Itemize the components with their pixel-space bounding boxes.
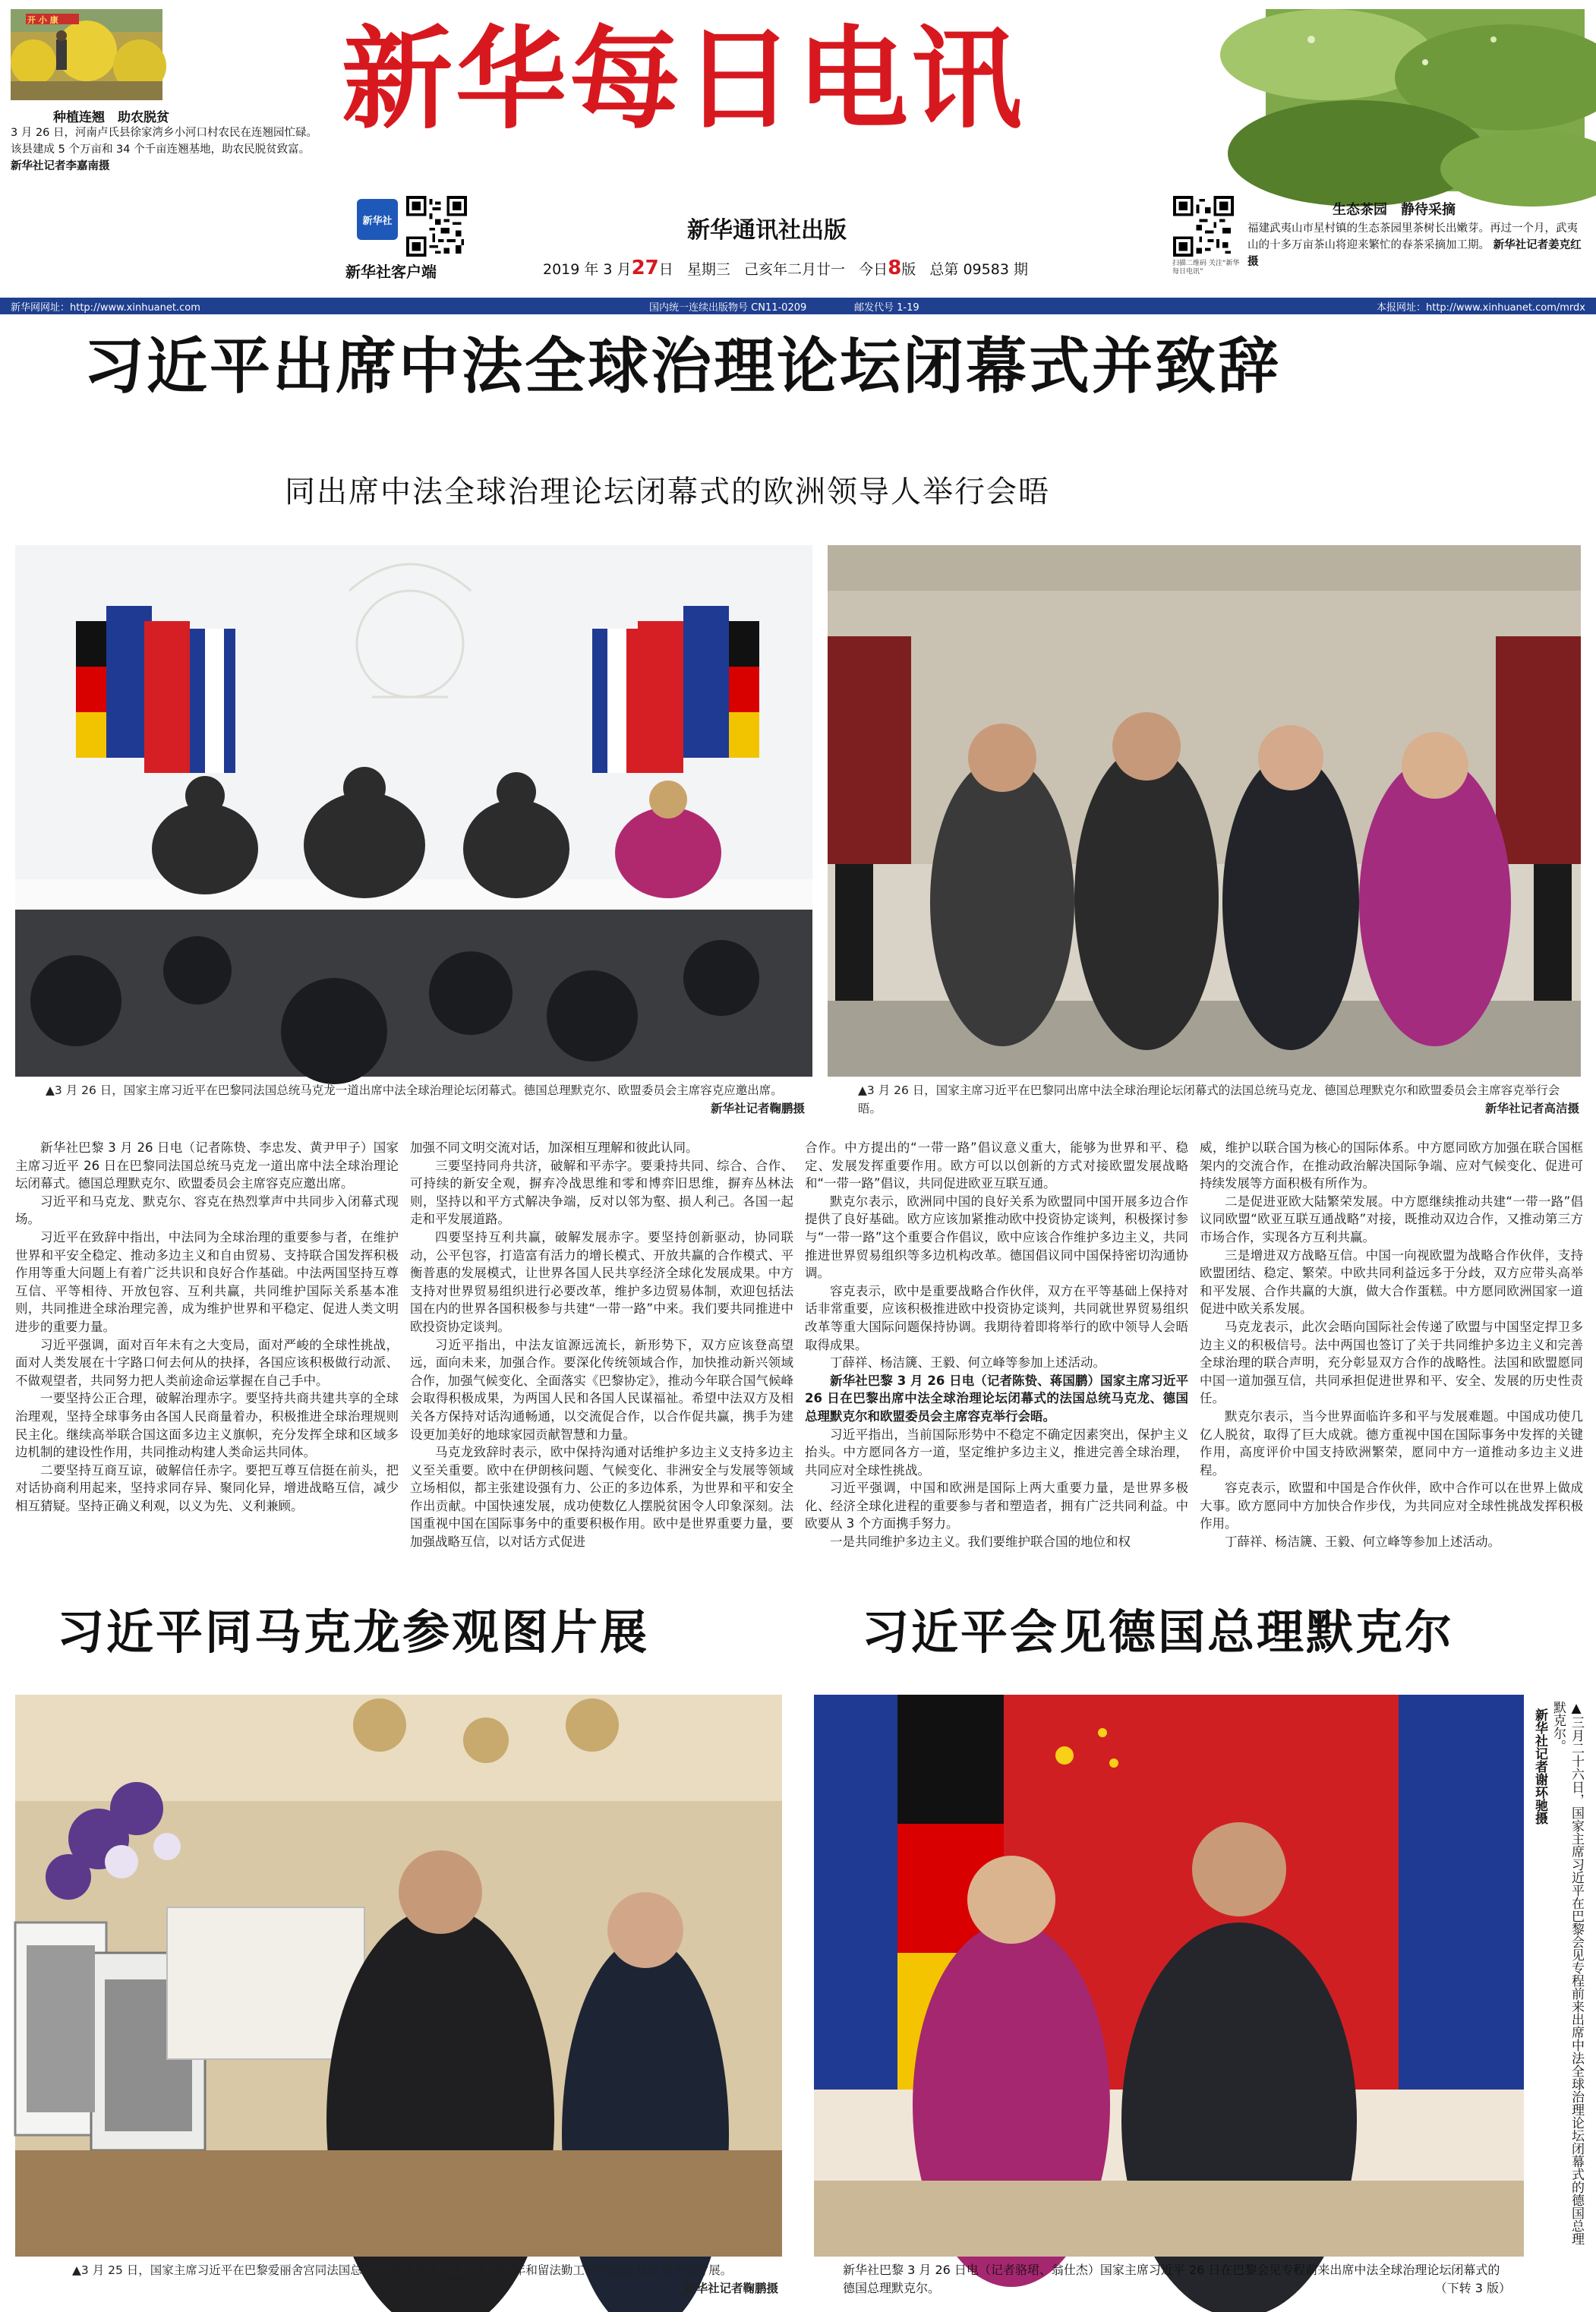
lead-col1-para: 习近平强调，面对百年未有之大变局，面对严峻的全球性挑战，面对人类发展在十字路口何去何从的抉择，各国应该积极做行动派、不做观望者，共同努力把人类前途命运掌握在自己手中。 [15, 1337, 399, 1388]
top-right-credit: 新华社记者姜克红摄 [1247, 239, 1582, 268]
lead-column-3 [805, 1139, 1188, 1550]
lead-col3-para: 一是共同维护多边主义。我们要维护联合国的地位和权 [830, 1534, 1131, 1550]
date: 2019 年 3 月 [543, 261, 632, 278]
publisher: 新华通讯社出版 [687, 217, 847, 244]
top-left-caption-text: 3 月 26 日，河南卢氏县徐家湾乡小河口村农民在连翘园忙碌。该县建成 5 个万亩和 34 个千亩连翘基地，助农民脱贫致富。 [11, 127, 318, 156]
lead-col3-para: 习近平指出，当前国际形势中不稳定不确定因素突出，保护主义抬头。中方愿同各方一道，坚定维护多边主义，推进完善全球治理，共同应对全球性挑战。 [805, 1427, 1188, 1478]
lead-col2-para: 四要坚持互利共赢，破解发展赤字。要坚持创新驱动，协同联动，公平包容，打造富有活力的增长模式、开放共赢的合作模式、平衡普惠的发展模式，让世界各国人民共享经济全球化发展成果。中方支持对世界贸易组织进行必要改革，维护多边贸易体制，欢迎包括法国在内的世界各国积极参与共建“一带一路”中来。我们要共同推进中欧投资协定谈判。 [410, 1229, 793, 1334]
lead-col3-para: 容克表示，欧中是重要战略合作伙伴，双方在平等基础上保持对话非常重要，应该积极推进欧中投资协定谈判，共同就世界贸易组织改革等重大国际问题保持协调。我期待着即将举行的欧中领导人会晤取得成果。 [805, 1283, 1188, 1352]
story3-headline: 习近平会见德国总理默克尔 [862, 1604, 1455, 1660]
weekday: 星期三 [686, 261, 730, 278]
lead-col1-para: 新华社巴黎 3 月 26 日电（记者陈贽、李忠发、黄尹甲子）国家主席习近平 26 日在巴黎同法国总统马克龙一道出席中法全球治理论坛闭幕式。德国总理默克尔、欧盟委员会主席容克应邀出席。 [15, 1140, 399, 1191]
lead-photo2-caption-text: ▲3 月 26 日，国家主席习近平在巴黎同出席中法全球治理论坛闭幕式的法国总统马克龙、德国总理默克尔和欧盟委员会主席容克举行会晤。 [858, 1083, 1560, 1115]
lead-photo2-caption [858, 1081, 1579, 1118]
lead-col4-para: 默克尔表示，当今世界面临许多和平与发展难题。中国成功使几亿人脱贫，取得了巨大成就。德方重视中国在国际事务中发挥的关键作用，高度评价中国支持欧洲繁荣，愿同中方一道推动多边主义进程。 [1200, 1408, 1583, 1478]
top-right-caption-text: 福建武夷山市星村镇的生态茶园里茶树长出嫩芽。再过一个月，武夷山的十多万亩茶山将迎来繁忙的春茶采摘加工期。 [1247, 222, 1578, 251]
lead-col2-para: 习近平指出，中法友谊源远流长，新形势下，双方应该登高望远，面向未来，加强合作。要深化传统领域合作，加快推动新兴领域合作，加强气候变化、全面落实《巴黎协定》，推动今年联合国气候峰会取得积极成果，为两国人民和各国人民谋福祉。希望中法双方及相关各方保持对话沟通畅通，以交流促合作，以合作促共赢，携手为建设更加美好的地球家园贡献智慧和力量。 [410, 1337, 793, 1442]
story3-vertical-credit: 新华社记者谢环驰摄 [1532, 1708, 1547, 1825]
lead-col1-para: 一要坚持公正合理，破解治理赤字。要坚持共商共建共享的全球治理观，坚持全球事务由各国人民商量着办，积极推进全球治理规则民主化。继续高举联合国这面多边主义旗帜，充分发挥全球和区域多边机制的建设性作用，共同推动构建人类命运共同体。 [15, 1391, 399, 1460]
lunar-date: 己亥年二月廿一 [744, 261, 846, 278]
lead-photo2-credit: 新华社记者高洁摄 [1484, 1102, 1579, 1115]
lead-column-1 [15, 1139, 399, 1541]
lead-photo1-caption [46, 1081, 805, 1118]
top-right-photo [1266, 9, 1585, 191]
client-qr-code [406, 196, 467, 257]
story2-caption-text: ▲3 月 25 日，国家主席习近平在巴黎爱丽舍宫同法国总统马克龙参观中法建交 55 周年和留法勤工俭学运动 100 周年图片展。 [72, 2263, 733, 2277]
top-right-caption [1247, 220, 1585, 270]
top-right-title: 生态茶园 静待采摘 [1333, 202, 1456, 218]
lead-col3-para: 新华社巴黎 3 月 26 日电（记者陈贽、蒋国鹏）国家主席习近平 26 日在巴黎出席中法全球治理论坛闭幕式的法国总统马克龙、德国总理默克尔和欧盟委员会主席容克举行会晤。 [805, 1373, 1188, 1424]
paper-qr-note: 扫描二维码 关注“新华每日电讯” [1172, 260, 1240, 276]
story2-photo [15, 1695, 782, 2257]
lead-photo1-caption-text: ▲3 月 26 日，国家主席习近平在巴黎同法国总统马克龙一道出席中法全球治理论坛闭幕式。德国总理默克尔、欧盟委员会主席容克应邀出席。 [46, 1083, 783, 1097]
top-left-title: 种植连翘 助农脱贫 [53, 110, 169, 125]
story2-caption [72, 2261, 778, 2298]
lead-col3-para: 默克尔表示，欧洲同中国的良好关系为欧盟同中国开展多边合作提供了良好基础。欧方应该加紧推动欧中投资协定谈判，积极探讨参与“一带一路”这个重要合作倡议，欧中应该合作维护多边主义，共同推进世界贸易组织等多边机构改革。德国倡议同中国保持密切沟通协调。 [805, 1194, 1188, 1281]
lead-col3-para: 习近平强调，中国和欧洲是国际上两大重要力量，是世界多极化、经济全球化进程的重要参与者和塑造者，拥有广泛共同利益。中欧要从 3 个方面携手努力。 [805, 1481, 1188, 1531]
xinhua-logo-text: 新华社 [362, 216, 393, 227]
lead-col4-para: 二是促进亚欧大陆繁荣发展。中方愿继续推动共建“一带一路”倡议同欧盟“欧亚互联互通战略”对接，既推动双边合作，又推动第三方市场合作，实现各方互利共赢。 [1200, 1194, 1583, 1244]
top-left-banner-text: 开 小 康 [27, 15, 58, 25]
top-left-photo [11, 9, 162, 100]
lead-photo1-credit: 新华社记者鞠鹏摄 [710, 1102, 805, 1115]
lead-col4-para: 马克龙表示，此次会晤向国际社会传递了欧盟与中国坚定捍卫多边主义的积极信号。法中两国也签订了关于共同维护多边主义和完善全球治理的联合声明，充分彰显双方合作的战略性。法国和欧盟愿同中国一道加强互信，共同承担促进世界和平、安全、发展的历史性责任。 [1200, 1319, 1583, 1406]
lead-col1-para: 二要坚持互商互谅，破解信任赤字。要把互尊互信挺在前头，把对话协商利用起来，坚持求同存异、聚同化异，增进战略互信，减少相互猜疑。坚持正确义利观，以义为先、义利兼顾。 [15, 1462, 399, 1513]
story3-vertical-caption [1531, 1701, 1585, 2255]
lead-column-2 [410, 1139, 793, 1550]
lead-col4-para: 威，维护以联合国为核心的国际体系。中方愿同欧方加强在联合国框架内的交流合作，在推动政治解决国际争端、应对气候变化、促进可持续发展等方面积极有所作为。 [1200, 1140, 1583, 1191]
lead-col3-para: 丁薛祥、杨洁篪、王毅、何立峰等参加上述活动。 [830, 1355, 1106, 1370]
story3-continued[interactable]: （下转 3 版） [1434, 2281, 1511, 2295]
lead-col4-para: 容克表示，欧盟和中国是合作伙伴，欧中合作可以在世界上做成大事。欧方愿同中方加快合作步伐，为共同应对全球性挑战发挥积极作用。 [1200, 1481, 1583, 1531]
info-bar-right: 本报网址：http://www.xinhuanet.com/mrdx [1377, 302, 1585, 314]
lead-headline: 习近平出席中法全球治理论坛闭幕式并致辞 [84, 330, 1281, 402]
lead-photo-group [828, 545, 1581, 1077]
pages-count: 8 [888, 257, 902, 279]
pages-label: 今日 [859, 261, 888, 278]
top-left-credit: 新华社记者李嘉南摄 [11, 160, 110, 172]
info-bar-center-1: 国内统一连续出版物号 CN11-0209 [649, 302, 807, 314]
lead-col1-para: 习近平在致辞中指出，中法同为全球治理的重要参与者，在维护世界和平安全稳定、推动多边主义和自由贸易、支持联合国发挥积极作用等重大问题上有着广泛共识和良好合作基础。中法两国坚持互尊互信、平等相待、开放包容、互利共赢，共同维护国际关系基本准则，共同推进全球治理完善，成为维护世界和平稳定、促进人类文明进步的重要力量。 [15, 1229, 399, 1334]
lead-col3-para: 合作。中方提出的“一带一路”倡议意义重大，能够为世界和平、稳定、发展发挥重要作用。欧方可以以创新的方式对接欧盟发展战略和“一带一路”倡议，共同促进欧亚互联互通。 [805, 1140, 1188, 1191]
client-label: 新华社客户端 [345, 263, 437, 281]
lead-col4-para: 三是增进双方战略互信。中国一向视欧盟为战略合作伙伴，支持欧盟团结、稳定、繁荣。中欧共同利益远多于分歧，双方应带头高举和平发展、合作共赢的大旗，做大合作蛋糕。中方愿同欧洲国家一道促进中欧关系发展。 [1200, 1247, 1583, 1317]
story2-credit: 新华社记者鞠鹏摄 [683, 2282, 778, 2295]
info-bar-left: 新华网网址：http://www.xinhuanet.com [11, 302, 200, 314]
story3-body [843, 2261, 1511, 2298]
issue-number: 总第 09583 期 [929, 261, 1028, 278]
info-bar-center-2: 邮发代号 1-19 [854, 302, 919, 314]
top-left-caption [11, 125, 318, 175]
masthead-title: 新华每日电讯 [342, 14, 1025, 144]
lead-col4-para: 丁薛祥、杨洁篪、王毅、何立峰等参加上述活动。 [1225, 1534, 1500, 1550]
story3-vertical-caption-text: ▲三月二十六日，国家主席习近平在巴黎会见专程前来出席中法全球治理论坛闭幕式的德国总理默克尔。 [1550, 1701, 1584, 2245]
story3-photo [814, 1695, 1524, 2257]
lead-col2-para: 加强不同文明交流对话，加深相互理解和彼此认同。 [410, 1140, 699, 1155]
lead-photo-forum [15, 545, 812, 1077]
date-line [543, 257, 1028, 279]
lead-subhead: 同出席中法全球治理论坛闭幕式的欧洲领导人举行会晤 [285, 475, 1050, 509]
xinhua-client-logo [357, 199, 398, 240]
date-day: 27 [631, 257, 659, 279]
lead-column-4 [1200, 1139, 1583, 1550]
pages-suffix: 版 [901, 261, 916, 278]
info-bar [0, 298, 1596, 314]
story3-body-text: 新华社巴黎 3 月 26 日电（记者骆珺、翁仕杰）国家主席习近平 26 日在巴黎会见专程前来出席中法全球治理论坛闭幕式的德国总理默克尔。 [843, 2263, 1500, 2295]
story2-headline: 习近平同马克龙参观图片展 [57, 1604, 650, 1660]
date-day-suffix: 日 [658, 261, 673, 278]
paper-qr-code [1173, 196, 1234, 257]
lead-col2-para: 马克龙致辞时表示，欧中保持沟通对话维护多边主义支持多边主义至关重要。欧中在伊朗核问题、气候变化、非洲安全与发展等领域立场相似，都主张建设强有力、公正的多边体系，为世界和平和安全作出贡献。中国快速发展，成功使数亿人摆脱贫困令人印象深刻。法国重视中国在国际事务中的重要积极作用。欧中是世界重要力量，要加强战略互信，以对话方式促进 [410, 1445, 793, 1550]
lead-col2-para: 三要坚持同舟共济，破解和平赤字。要秉持共同、综合、合作、可持续的新安全观，摒弃冷战思维和零和博弈旧思维，摒弃丛林法则，坚持以和平方式解决争端，反对以邻为壑、损人利己。各国一起走和平发展道路。 [410, 1158, 793, 1227]
lead-col1-para: 习近平和马克龙、默克尔、容克在热烈掌声中共同步入闭幕式现场。 [15, 1194, 399, 1227]
